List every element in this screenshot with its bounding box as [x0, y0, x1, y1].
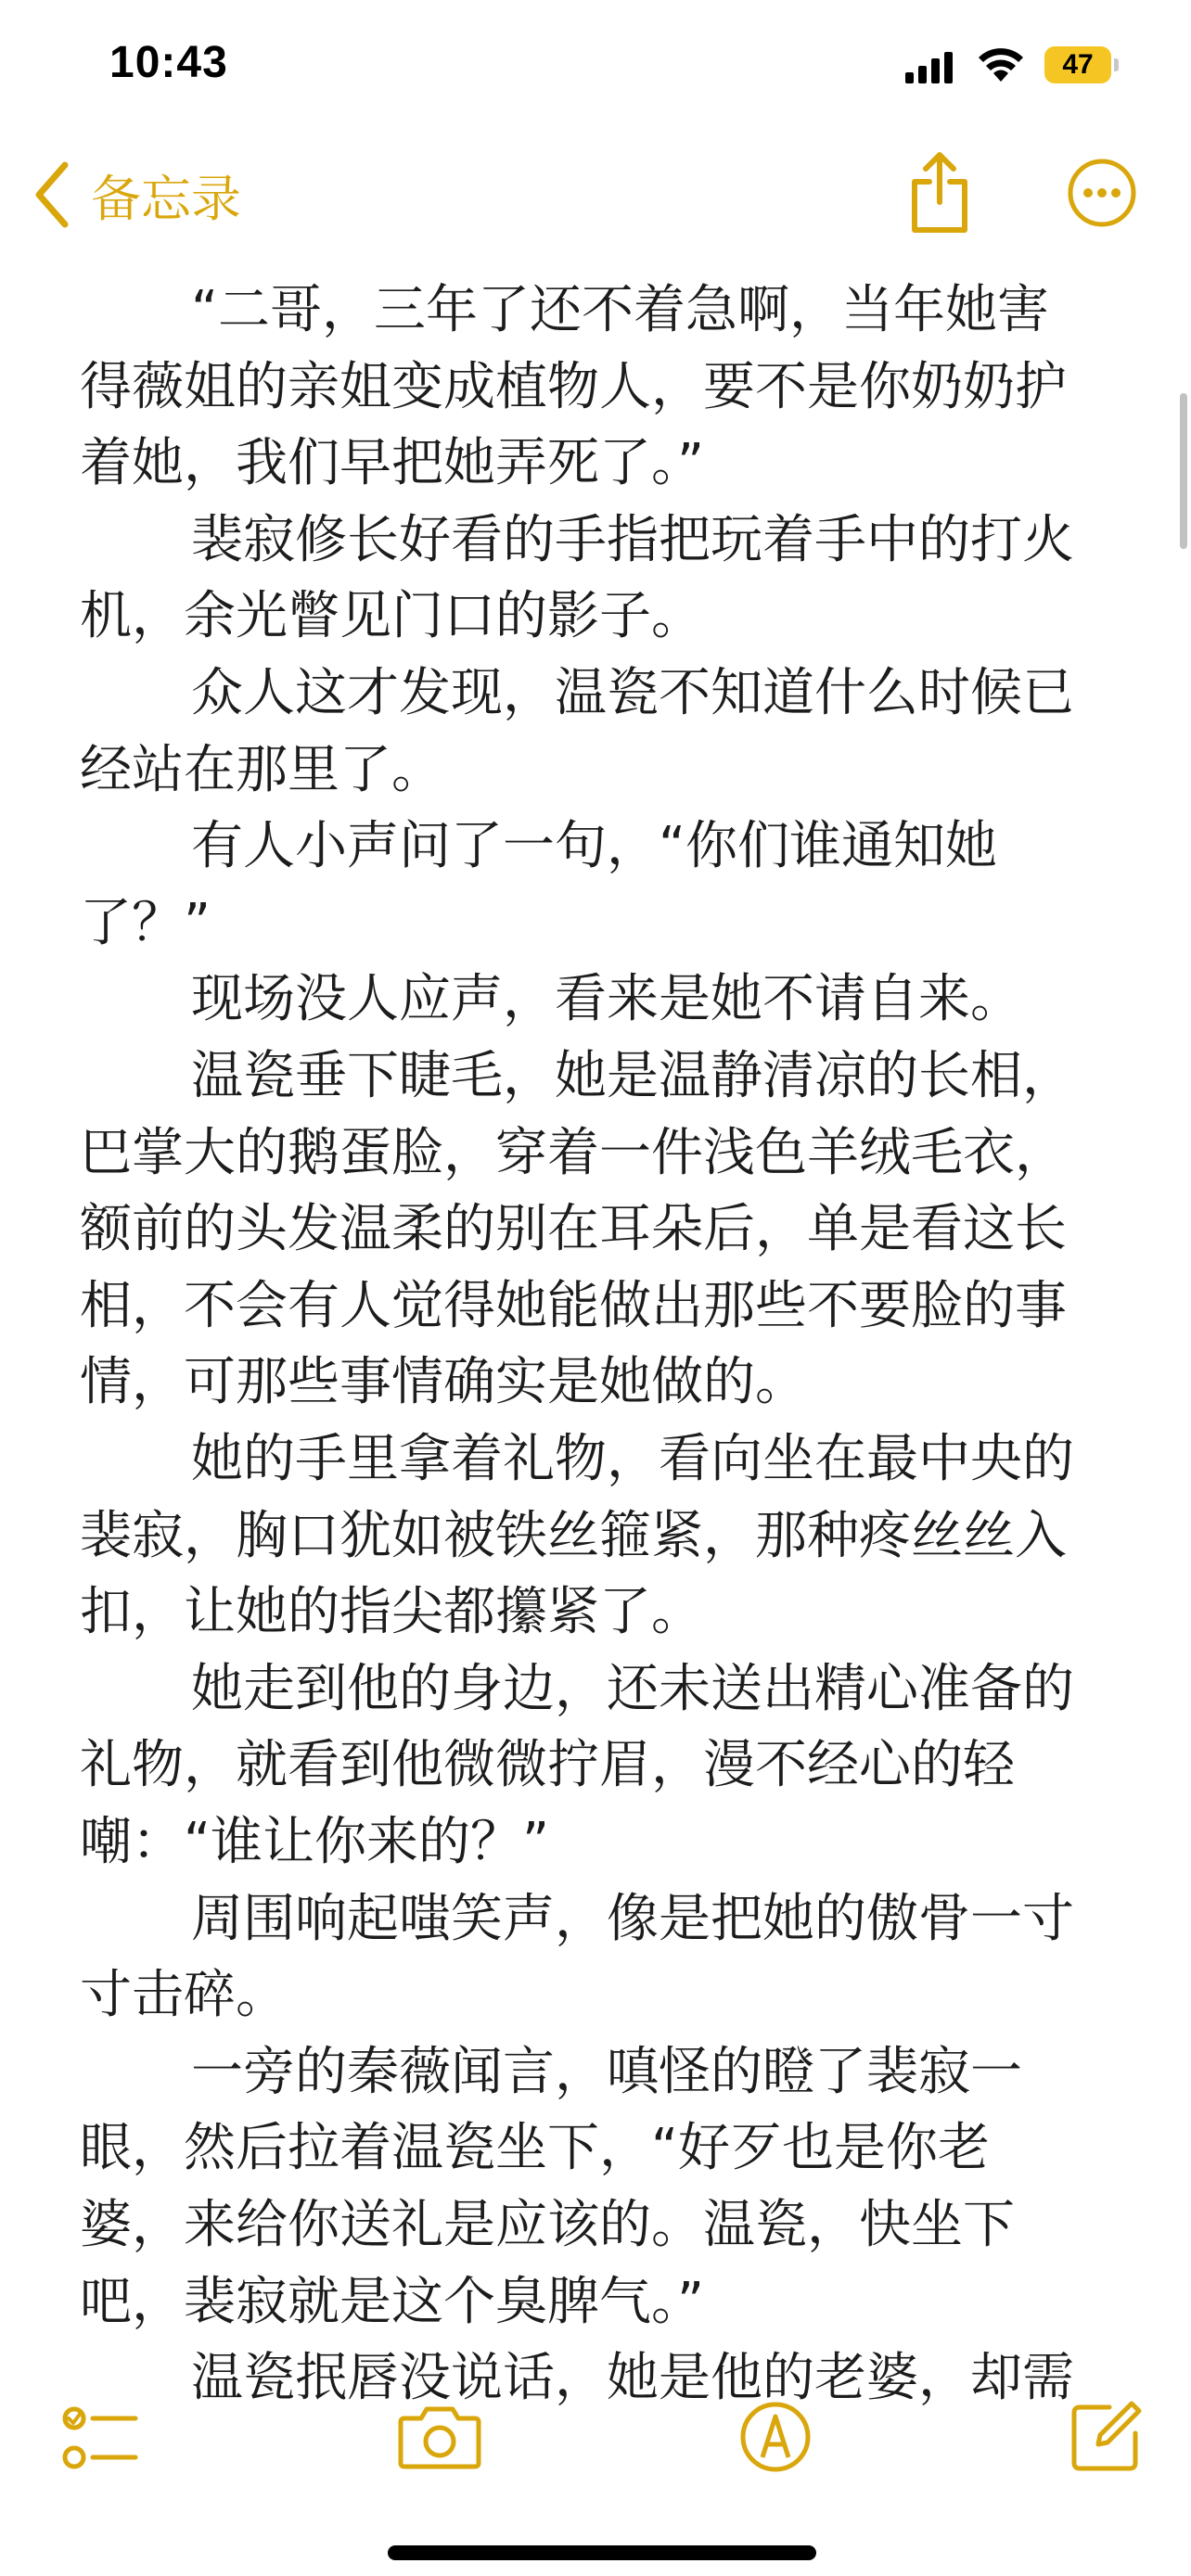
note-line: 得薇姐的亲姐变成植物人，要不是你奶奶护 — [80, 356, 1067, 417]
status-time: 10:43 — [109, 38, 228, 87]
note-line: 情，可那些事情确实是她做的。 — [80, 1352, 807, 1413]
note-line: 吧，裴寂就是这个臭脾气。” — [80, 2271, 705, 2332]
battery-icon — [1044, 46, 1119, 83]
note-line: 裴寂，胸口犹如被铁丝箍紧，那种疼丝丝入 — [80, 1505, 1067, 1566]
share-icon[interactable] — [907, 150, 972, 234]
note-line: 额前的头发温柔的别在耳朵后，单是看这长 — [80, 1199, 1067, 1260]
more-icon[interactable] — [1067, 158, 1137, 228]
note-line: 着她，我们早把她弄死了。” — [80, 433, 705, 494]
note-line: 礼物，就看到他微微拧眉，漫不经心的轻 — [80, 1735, 1015, 1796]
markup-icon[interactable] — [738, 2400, 813, 2474]
note-line: 机，余光瞥见门口的影子。 — [80, 586, 703, 647]
note-line: 扣，让她的指尖都攥紧了。 — [80, 1582, 703, 1643]
home-indicator — [388, 2545, 816, 2560]
note-line: 温瓷抿唇没说话，她是他的老婆，却需 — [191, 2348, 1074, 2409]
battery-tip — [1114, 58, 1119, 71]
wifi-icon — [976, 45, 1026, 83]
checklist-icon[interactable] — [61, 2400, 139, 2478]
note-line: 巴掌大的鹅蛋脸，穿着一件浅色羊绒毛衣， — [80, 1122, 1067, 1183]
signal-icon — [905, 52, 954, 83]
note-line: 有人小声问了一句，“你们谁通知她 — [191, 816, 998, 877]
note-line: 经站在那里了。 — [80, 739, 443, 800]
note-line: 她走到他的身边，还未送出精心准备的 — [191, 1658, 1074, 1719]
back-label: 备忘录 — [91, 169, 241, 228]
nav-bar — [0, 130, 1191, 250]
note-line: 嘲：“谁让你来的？” — [80, 1812, 550, 1872]
note-line: 婆，来给你送礼是应该的。温瓷，快坐下 — [80, 2195, 1015, 2255]
status-bar — [0, 0, 1191, 130]
camera-icon[interactable] — [397, 2404, 482, 2470]
chevron-left-icon — [33, 161, 70, 228]
note-line: 寸击碎。 — [80, 1965, 288, 2026]
note-line: 周围响起嗤笑声，像是把她的傲骨一寸 — [191, 1888, 1074, 1949]
note-line: 现场没人应声，看来是她不请自来。 — [191, 969, 1022, 1030]
note-line: 相，不会有人觉得她能做出那些不要脸的事 — [80, 1275, 1067, 1336]
note-line: 一旁的秦薇闻言，嗔怪的瞪了裴寂一 — [191, 2041, 1022, 2102]
note-line: 了？” — [80, 892, 211, 953]
back-button[interactable] — [33, 158, 241, 232]
note-line: 温瓷垂下睫毛，她是温静清凉的长相， — [191, 1046, 1074, 1106]
note-line: “二哥，三年了还不着急啊，当年她害 — [191, 280, 1050, 340]
note-line: 眼，然后拉着温瓷坐下，“好歹也是你老 — [80, 2118, 991, 2179]
bottom-toolbar — [0, 2374, 1191, 2494]
note-line: 裴寂修长好看的手指把玩着手中的打火 — [191, 509, 1074, 570]
note-line: 她的手里拿着礼物，看向坐在最中央的 — [191, 1429, 1074, 1489]
scroll-indicator[interactable] — [1180, 393, 1187, 549]
note-line: 众人这才发现，温瓷不知道什么时候已 — [191, 663, 1074, 723]
battery-level: 47 — [1062, 49, 1094, 80]
compose-icon[interactable] — [1069, 2400, 1143, 2474]
